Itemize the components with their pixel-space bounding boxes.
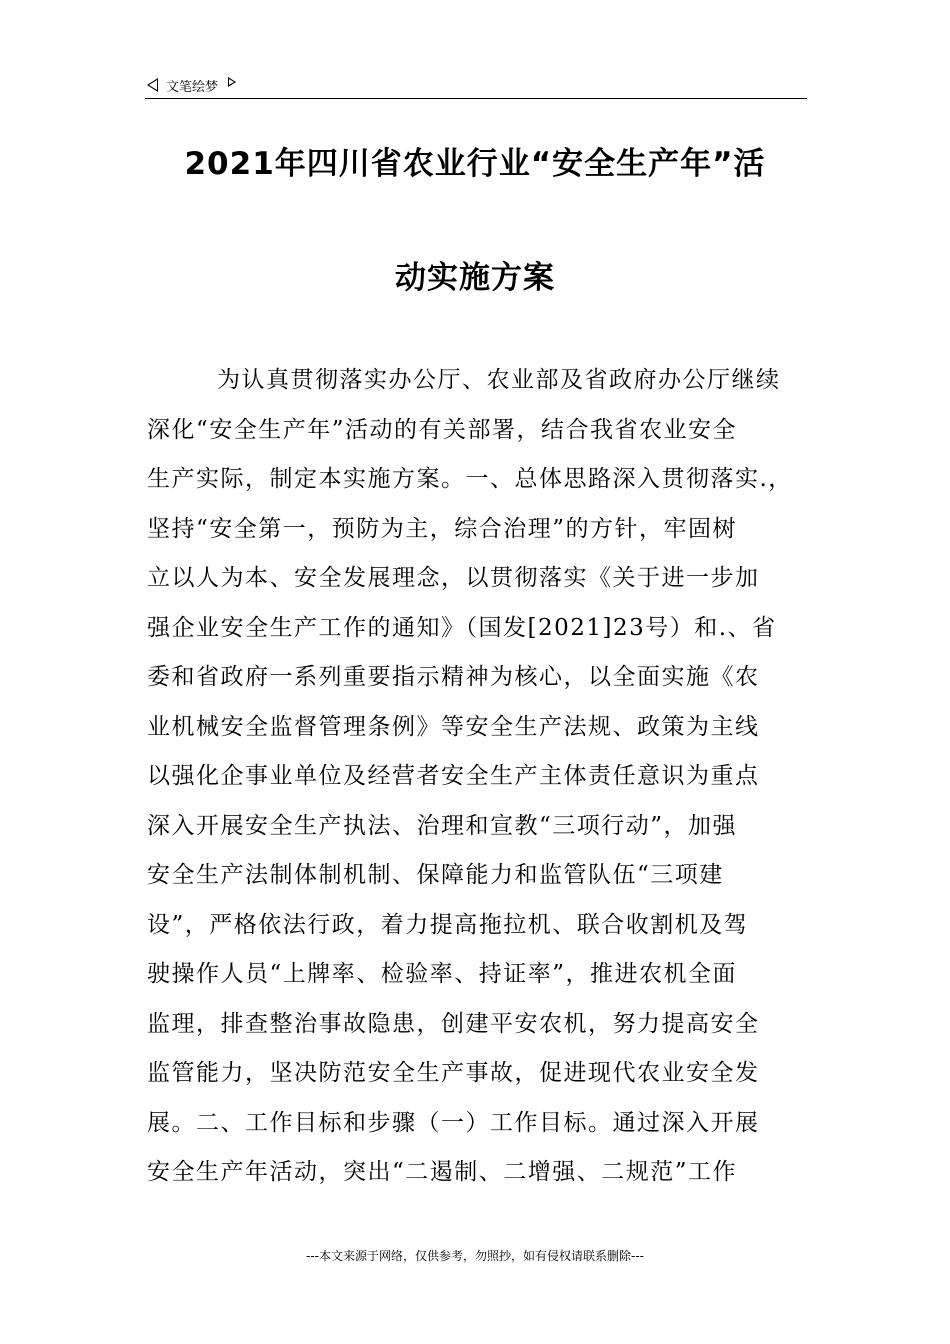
body-line: 安全生产年活动，突出“二遏制、二增强、二规范”工作	[147, 1159, 738, 1185]
body-line: 生产实际，制定本实施方案。一、总体思路深入贯彻落实.，	[147, 466, 793, 492]
body-line: 为认真贯彻落实办公厅、农业部及省政府办公厅继续	[217, 367, 781, 393]
body-line: 坚持“安全第一，预防为主，综合治理”的方针，牢固树	[147, 515, 738, 542]
body-line: 监管能力，坚决防范安全生产事故，促进现代农业安全发	[147, 1060, 760, 1086]
page-footer: ---本文来源于网络，仅供参考，勿照抄，如有侵权请联系删除---	[306, 1249, 644, 1263]
body-line: 展。二、工作目标和步骤（一）工作目标。通过深入开展	[147, 1109, 760, 1136]
body-line: 以强化企事业单位及经营者安全生产主体责任意识为重点	[147, 763, 760, 789]
body-line: 设”，严格依法行政，着力提高拖拉机、联合收割机及驾	[147, 911, 749, 938]
body-line: 业机械安全监督管理条例》等安全生产法规、政策为主线	[147, 713, 760, 740]
body-line: 强企业安全生产工作的通知》（国发[2021]23号）和.、省	[147, 614, 777, 641]
page-header	[147, 74, 236, 96]
document-body	[147, 356, 811, 1198]
right-triangle-icon	[228, 77, 236, 87]
body-line: 安全生产法制体制机制、保障能力和监管队伍“三项建	[147, 862, 724, 888]
body-line: 立以人为本、安全发展理念，以贯彻落实《关于进一步加	[147, 565, 760, 591]
body-line: 驶操作人员“上牌率、检验率、持证率”，推进农机全面	[147, 961, 738, 987]
body-line: 深化“安全生产年”活动的有关部署，结合我省农业安全	[147, 416, 738, 443]
left-triangle-icon	[147, 78, 158, 92]
document-title-line-1: 2021年四川省农业行业“安全生产年”活	[184, 146, 766, 182]
header-brand: 文笔绘梦	[166, 79, 219, 95]
header-rule	[145, 98, 807, 99]
body-line: 监理，排查整治事故隐患，创建平安农机，努力提高安全	[147, 1010, 760, 1037]
body-line: 深入开展安全生产执法、治理和宣教“三项行动”，加强	[147, 812, 738, 839]
document-title-line-2: 动实施方案	[395, 260, 555, 296]
body-line: 委和省政府一系列重要指示精神为核心，以全面实施《农	[147, 664, 760, 690]
